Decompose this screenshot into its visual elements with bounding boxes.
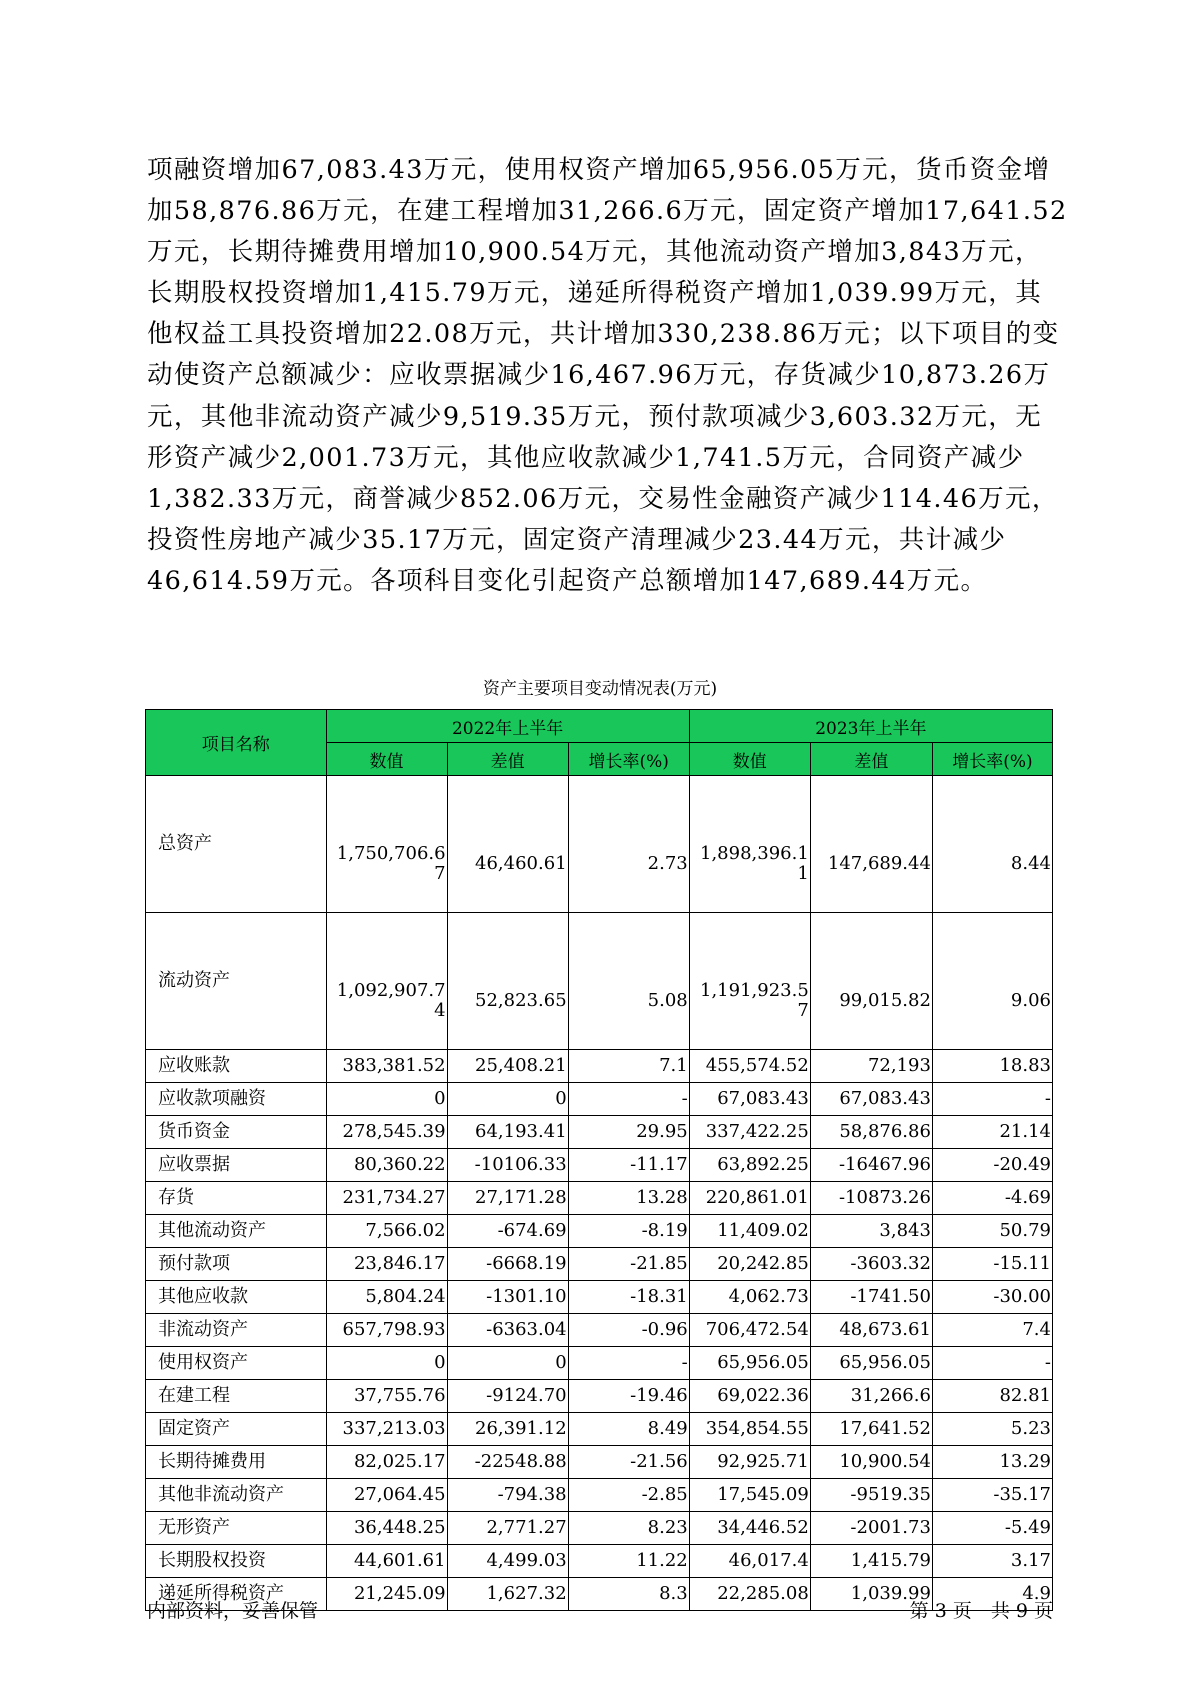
cell-diff-2023: -1741.50 xyxy=(810,1281,932,1314)
row-item-name: 应收票据 xyxy=(146,1149,327,1182)
cell-value-2022: 1,750,706.67 xyxy=(326,776,447,913)
table-row xyxy=(146,1116,1053,1149)
cell-value-2022: 0 xyxy=(326,1083,447,1116)
row-item-name: 流动资产 xyxy=(146,913,327,1050)
row-item-name: 其他应收款 xyxy=(146,1281,327,1314)
header-value-2022: 数值 xyxy=(326,743,447,776)
cell-diff-2023: 1,415.79 xyxy=(810,1545,932,1578)
cell-diff-2022: 64,193.41 xyxy=(447,1116,568,1149)
body-paragraph xyxy=(147,150,1068,602)
header-period-2022: 2022年上半年 xyxy=(326,710,689,743)
cell-value-2023: 69,022.36 xyxy=(689,1380,810,1413)
cell-value-2023: 4,062.73 xyxy=(689,1281,810,1314)
table-row xyxy=(146,1149,1053,1182)
cell-growth-2022: 5.08 xyxy=(568,913,689,1050)
row-item-name: 非流动资产 xyxy=(146,1314,327,1347)
cell-diff-2023: 72,193 xyxy=(810,1050,932,1083)
cell-diff-2022: 4,499.03 xyxy=(447,1545,568,1578)
cell-value-2022: 337,213.03 xyxy=(326,1413,447,1446)
paragraph-line: 1,382.33万元，商誉减少852.06万元，交易性金融资产减少114.46万元， xyxy=(147,483,1059,514)
cell-growth-2023: 9.06 xyxy=(932,913,1052,1050)
table-row xyxy=(146,1380,1053,1413)
cell-value-2023: 1,898,396.11 xyxy=(689,776,810,913)
cell-diff-2022: -6668.19 xyxy=(447,1248,568,1281)
cell-growth-2022: - xyxy=(568,1347,689,1380)
header-growth-2023: 增长率(%) xyxy=(932,743,1052,776)
row-item-name: 货币资金 xyxy=(146,1116,327,1149)
paragraph-line: 他权益工具投资增加22.08万元，共计增加330,238.86万元；以下项目的变 xyxy=(147,319,1060,350)
cell-value-2023: 63,892.25 xyxy=(689,1149,810,1182)
table-row xyxy=(146,1446,1053,1479)
cell-value-2022: 278,545.39 xyxy=(326,1116,447,1149)
cell-diff-2023: 3,843 xyxy=(810,1215,932,1248)
cell-growth-2022: 29.95 xyxy=(568,1116,689,1149)
table-row xyxy=(146,1479,1053,1512)
header-period-2023: 2023年上半年 xyxy=(689,710,1052,743)
cell-value-2022: 82,025.17 xyxy=(326,1446,447,1479)
paragraph-line: 动使资产总额减少：应收票据减少16,467.96万元，存货减少10,873.26万 xyxy=(147,360,1051,391)
cell-growth-2023: -30.00 xyxy=(932,1281,1052,1314)
cell-value-2023: 65,956.05 xyxy=(689,1347,810,1380)
table-caption: 资产主要项目变动情况表(万元) xyxy=(482,679,718,699)
cell-diff-2023: 17,641.52 xyxy=(810,1413,932,1446)
cell-diff-2022: -22548.88 xyxy=(447,1446,568,1479)
table-row xyxy=(146,1215,1053,1248)
cell-value-2023: 11,409.02 xyxy=(689,1215,810,1248)
paragraph-line: 投资性房地产减少35.17万元，固定资产清理减少23.44万元，共计减少 xyxy=(147,524,1007,555)
paragraph-line: 元，其他非流动资产减少9,519.35万元，预付款项减少3,603.32万元，无 xyxy=(147,401,1043,432)
cell-diff-2023: -16467.96 xyxy=(810,1149,932,1182)
header-diff-2022: 差值 xyxy=(447,743,568,776)
row-item-name: 预付款项 xyxy=(146,1248,327,1281)
row-item-name: 递延所得税资产 xyxy=(146,1578,327,1611)
cell-value-2023: 17,545.09 xyxy=(689,1479,810,1512)
row-item-name: 固定资产 xyxy=(146,1413,327,1446)
table-row xyxy=(146,1413,1053,1446)
cell-value-2022: 657,798.93 xyxy=(326,1314,447,1347)
cell-diff-2023: -2001.73 xyxy=(810,1512,932,1545)
cell-growth-2023: - xyxy=(932,1083,1052,1116)
cell-value-2022: 7,566.02 xyxy=(326,1215,447,1248)
cell-growth-2023: -5.49 xyxy=(932,1512,1052,1545)
cell-growth-2023: 21.14 xyxy=(932,1116,1052,1149)
cell-diff-2023: -10873.26 xyxy=(810,1182,932,1215)
cell-growth-2023: 7.4 xyxy=(932,1314,1052,1347)
cell-growth-2022: -2.85 xyxy=(568,1479,689,1512)
cell-diff-2023: 67,083.43 xyxy=(810,1083,932,1116)
row-item-name: 存货 xyxy=(146,1182,327,1215)
cell-diff-2023: 58,876.86 xyxy=(810,1116,932,1149)
cell-value-2022: 231,734.27 xyxy=(326,1182,447,1215)
cell-value-2022: 80,360.22 xyxy=(326,1149,447,1182)
cell-growth-2022: -11.17 xyxy=(568,1149,689,1182)
cell-diff-2023: 65,956.05 xyxy=(810,1347,932,1380)
cell-diff-2023: -9519.35 xyxy=(810,1479,932,1512)
cell-growth-2023: 18.83 xyxy=(932,1050,1052,1083)
cell-growth-2023: 13.29 xyxy=(932,1446,1052,1479)
table-row xyxy=(146,1050,1053,1083)
row-item-name: 无形资产 xyxy=(146,1512,327,1545)
cell-value-2022: 383,381.52 xyxy=(326,1050,447,1083)
cell-diff-2022: 26,391.12 xyxy=(447,1413,568,1446)
cell-diff-2022: -1301.10 xyxy=(447,1281,568,1314)
table-row xyxy=(146,1347,1053,1380)
cell-diff-2023: 1,039.99 xyxy=(810,1578,932,1611)
row-item-name: 在建工程 xyxy=(146,1380,327,1413)
cell-growth-2023: -20.49 xyxy=(932,1149,1052,1182)
row-item-name: 其他流动资产 xyxy=(146,1215,327,1248)
cell-growth-2022: 11.22 xyxy=(568,1545,689,1578)
cell-growth-2023: - xyxy=(932,1347,1052,1380)
cell-diff-2022: 2,771.27 xyxy=(447,1512,568,1545)
paragraph-line: 长期股权投资增加1,415.79万元，递延所得税资产增加1,039.99万元，其 xyxy=(147,278,1043,309)
cell-growth-2022: -18.31 xyxy=(568,1281,689,1314)
cell-diff-2022: 0 xyxy=(447,1083,568,1116)
table-row xyxy=(146,1512,1053,1545)
asset-change-table xyxy=(145,709,1053,1611)
cell-growth-2022: -8.19 xyxy=(568,1215,689,1248)
header-item-name: 项目名称 xyxy=(146,710,327,776)
cell-growth-2022: 8.49 xyxy=(568,1413,689,1446)
cell-diff-2022: 0 xyxy=(447,1347,568,1380)
cell-diff-2023: 10,900.54 xyxy=(810,1446,932,1479)
cell-diff-2022: -674.69 xyxy=(447,1215,568,1248)
table-row xyxy=(146,1248,1053,1281)
row-item-name: 长期待摊费用 xyxy=(146,1446,327,1479)
table-row xyxy=(146,1314,1053,1347)
cell-value-2023: 20,242.85 xyxy=(689,1248,810,1281)
cell-value-2022: 5,804.24 xyxy=(326,1281,447,1314)
cell-diff-2022: -794.38 xyxy=(447,1479,568,1512)
cell-value-2023: 22,285.08 xyxy=(689,1578,810,1611)
cell-value-2023: 337,422.25 xyxy=(689,1116,810,1149)
table-row xyxy=(146,776,1053,913)
cell-growth-2023: 3.17 xyxy=(932,1545,1052,1578)
cell-growth-2022: -0.96 xyxy=(568,1314,689,1347)
cell-diff-2022: -9124.70 xyxy=(447,1380,568,1413)
cell-value-2022: 27,064.45 xyxy=(326,1479,447,1512)
cell-growth-2022: 2.73 xyxy=(568,776,689,913)
cell-growth-2023: 8.44 xyxy=(932,776,1052,913)
cell-diff-2023: 147,689.44 xyxy=(810,776,932,913)
table-row xyxy=(146,913,1053,1050)
row-item-name: 应收款项融资 xyxy=(146,1083,327,1116)
cell-growth-2023: 50.79 xyxy=(932,1215,1052,1248)
paragraph-line: 万元，长期待摊费用增加10,900.54万元，其他流动资产增加3,843万元， xyxy=(147,237,1042,268)
cell-value-2023: 706,472.54 xyxy=(689,1314,810,1347)
row-item-name: 使用权资产 xyxy=(146,1347,327,1380)
footer-confidential-note: 内部资料，妥善保管 xyxy=(147,1600,319,1622)
cell-growth-2023: -15.11 xyxy=(932,1248,1052,1281)
cell-growth-2022: - xyxy=(568,1083,689,1116)
cell-value-2023: 354,854.55 xyxy=(689,1413,810,1446)
cell-growth-2023: -35.17 xyxy=(932,1479,1052,1512)
cell-value-2023: 1,191,923.57 xyxy=(689,913,810,1050)
cell-growth-2023: 5.23 xyxy=(932,1413,1052,1446)
row-item-name: 应收账款 xyxy=(146,1050,327,1083)
cell-growth-2022: -21.56 xyxy=(568,1446,689,1479)
paragraph-line: 加58,876.86万元，在建工程增加31,266.6万元，固定资产增加17,641.52 xyxy=(147,196,1068,227)
cell-diff-2022: -6363.04 xyxy=(447,1314,568,1347)
cell-diff-2022: 52,823.65 xyxy=(447,913,568,1050)
cell-diff-2022: 25,408.21 xyxy=(447,1050,568,1083)
cell-diff-2023: 99,015.82 xyxy=(810,913,932,1050)
header-value-2023: 数值 xyxy=(689,743,810,776)
cell-growth-2022: -19.46 xyxy=(568,1380,689,1413)
cell-value-2023: 92,925.71 xyxy=(689,1446,810,1479)
cell-value-2022: 44,601.61 xyxy=(326,1545,447,1578)
header-growth-2022: 增长率(%) xyxy=(568,743,689,776)
row-item-name: 其他非流动资产 xyxy=(146,1479,327,1512)
cell-value-2022: 0 xyxy=(326,1347,447,1380)
cell-value-2022: 23,846.17 xyxy=(326,1248,447,1281)
footer-page-number: 第 3 页 共 9 页 xyxy=(909,1600,1053,1622)
paragraph-line: 46,614.59万元。各项科目变化引起资产总额增加147,689.44万元。 xyxy=(147,565,988,596)
cell-growth-2022: -21.85 xyxy=(568,1248,689,1281)
table-row xyxy=(146,1083,1053,1116)
cell-growth-2022: 8.23 xyxy=(568,1512,689,1545)
cell-growth-2023: 82.81 xyxy=(932,1380,1052,1413)
table-row xyxy=(146,1182,1053,1215)
cell-growth-2022: 7.1 xyxy=(568,1050,689,1083)
cell-value-2022: 36,448.25 xyxy=(326,1512,447,1545)
cell-value-2023: 455,574.52 xyxy=(689,1050,810,1083)
cell-growth-2023: -4.69 xyxy=(932,1182,1052,1215)
paragraph-line: 形资产减少2,001.73万元，其他应收款减少1,741.5万元，合同资产减少 xyxy=(147,442,1025,473)
cell-growth-2022: 8.3 xyxy=(568,1578,689,1611)
cell-diff-2023: -3603.32 xyxy=(810,1248,932,1281)
cell-value-2022: 37,755.76 xyxy=(326,1380,447,1413)
cell-value-2023: 34,446.52 xyxy=(689,1512,810,1545)
cell-diff-2023: 48,673.61 xyxy=(810,1314,932,1347)
cell-value-2023: 46,017.4 xyxy=(689,1545,810,1578)
row-item-name: 总资产 xyxy=(146,776,327,913)
cell-growth-2023: 4.9 xyxy=(932,1578,1052,1611)
table-body xyxy=(146,776,1053,1611)
cell-value-2023: 220,861.01 xyxy=(689,1182,810,1215)
paragraph-line: 项融资增加67,083.43万元，使用权资产增加65,956.05万元，货币资金增 xyxy=(147,155,1051,185)
cell-value-2022: 1,092,907.74 xyxy=(326,913,447,1050)
cell-diff-2023: 31,266.6 xyxy=(810,1380,932,1413)
table-row xyxy=(146,1545,1053,1578)
header-diff-2023: 差值 xyxy=(810,743,932,776)
cell-value-2022: 21,245.09 xyxy=(326,1578,447,1611)
cell-diff-2022: 46,460.61 xyxy=(447,776,568,913)
table-row xyxy=(146,1281,1053,1314)
cell-diff-2022: 27,171.28 xyxy=(447,1182,568,1215)
cell-diff-2022: 1,627.32 xyxy=(447,1578,568,1611)
cell-diff-2022: -10106.33 xyxy=(447,1149,568,1182)
cell-value-2023: 67,083.43 xyxy=(689,1083,810,1116)
row-item-name: 长期股权投资 xyxy=(146,1545,327,1578)
cell-growth-2022: 13.28 xyxy=(568,1182,689,1215)
